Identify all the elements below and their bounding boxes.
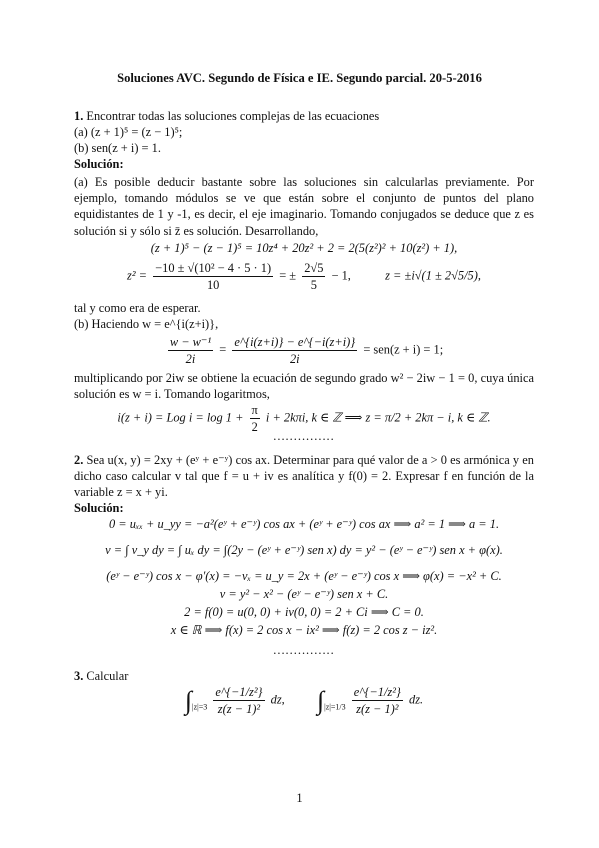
integral-2-sign: ∫ [316,685,325,715]
integral-2-contour: |z|=1/3 [324,702,346,712]
eq3-fraction-1 [168,334,213,367]
problem-2-eq-constant: 2 = f(0) = u(0, 0) + iv(0, 0) = 2 + Ci ⟹ C = 0. [184,605,424,619]
problem-1-para-a: (a) Es posible deducir bastante sobre las soluciones sin calcularlas previamente. Por ejemplo, tomando módulos se ve que están sobre el conjunto de puntos del plano equidistantes de 1 y -1, es decir, el eje imaginario. Tomando conjugados se deduce que z es solución si y sólo si z̄ es solución. Desarrollando, [74,175,534,238]
integral-1-fraction [213,684,264,717]
eq2-fraction-2 [302,260,325,293]
eq2-mid: = ± [279,268,297,283]
problem-2-eq-v: v = y² − x² − (eʸ − e⁻ʸ) sen x + C. [219,587,389,601]
problem-1-number: 1. [74,109,84,123]
integral-2-num: e^{−1/z²} [353,685,401,699]
problem-2-text: Sea u(x, y) = 2xy + (eʸ + e⁻ʸ) cos ax. Determinar para qué valor de a > 0 es armónica y en dicho caso calcular v tal que f = u + iv es analítica y f(0) = 2. Expresar f en función de la variable z = x + yi. [74,453,534,500]
integral-1-contour: |z|=3 [191,702,208,712]
problem-1-solution-heading: Solución: [74,157,124,171]
problem-2-eq-v-integral: v = ∫ v_y dy = ∫ uₓ dy = ∫(2y − (eʸ + e⁻ʸ) sen x) dy = y² − (eʸ − e⁻ʸ) sen x + φ(x). [105,543,503,557]
problem-1-eq-roots [74,260,534,296]
integral-2-tail: dz. [409,692,424,707]
problem-3-statement [74,668,534,684]
problem-2-number: 2. [74,453,84,467]
eq2-lhs: z² = [127,268,148,283]
problem-1-eq-expansion: (z + 1)⁵ − (z − 1)⁵ = 10z⁴ + 20z² + 2 = 2(5(z²)² + 10(z²) + 1), [150,241,458,255]
integral-2-den: z(z − 1)² [356,702,399,716]
problem-1-separator: ............... [273,429,335,443]
eq2-den2: 5 [310,278,317,292]
problem-1-item-b: (b) sen(z + i) = 1. [74,141,161,155]
eq4-den: 2 [251,420,258,434]
problem-1-remark: tal y como era de esperar. [74,301,201,315]
problem-3-text: Calcular [86,669,129,683]
problem-3-number: 3. [74,669,84,683]
integral-1-sign: ∫ [184,685,192,715]
eq3-den1: 2i [185,352,196,366]
eq2-num: −10 ± √(10² − 4 · 5 · 1) [155,261,272,275]
eq3-tail: = sen(z + i) = 1; [363,342,444,357]
eq4-num: π [251,403,258,417]
problem-1-item-a: (a) (z + 1)⁵ = (z − 1)⁵; [74,125,183,139]
problem-2-separator: ............... [273,643,335,657]
eq2-den: 10 [206,278,220,292]
eq2-tail: − 1, [331,268,351,283]
problem-2-statement [74,452,534,501]
problem-1-para-b: (b) Haciendo w = e^{i(z+i)}, [74,317,219,331]
eq3-den2: 2i [289,352,300,366]
problem-1-para-b2: multiplicando por 2iw se obtiene la ecuación de segundo grado w² − 2iw − 1 = 0, cuya única solución es w = i. Tomando logaritmos, [74,371,534,401]
integral-1-den: z(z − 1)² [217,702,261,716]
integral-2-fraction [352,684,403,717]
page-title: Soluciones AVC. Segundo de Física e IE. Segundo parcial. 20-5-2016 [117,71,482,85]
eq2-fraction-1 [153,260,273,293]
problem-1-text: Encontrar todas las soluciones complejas de las ecuaciones [86,109,380,123]
eq2-z-solution: z = ±i√(1 ± 2√5/5), [385,268,481,283]
integral-1-num: e^{−1/z²} [215,685,263,699]
eq3-num2: e^{i(z+i)} − e^{−i(z+i)} [234,335,356,349]
page-number: 1 [296,791,303,805]
eq4-a: i(z + i) = Log i = log 1 + [117,410,244,425]
problem-2-solution-heading: Solución: [74,501,124,515]
problem-1-statement [74,108,534,124]
eq2-num2: 2√5 [304,261,324,275]
problem-1-eq-sine: $\frac{\text{w − w⁻¹}}{2i}$ = $\frac{e\^{}\{i(z+i)\} - e\^{}\{-i(z+i)\}}{2i}$ = sen(z + i) = 1; [169,335,444,366]
problem-2-eq-phi: (eʸ − e⁻ʸ) cos x − φ′(x) = −vₓ = u_y = 2x + (eʸ − e⁻ʸ) cos x ⟹ φ(x) = −x² + C. [106,569,502,583]
eq3-num1: w − w⁻¹ [169,335,212,349]
problem-2-eq-harmonic: 0 = uₓₓ + u_yy = −a²(eʸ + e⁻ʸ) cos ax + (eʸ + e⁻ʸ) cos ax ⟹ a² = 1 ⟹ a = 1. [108,517,500,531]
integral-1-tail: dz, [270,692,285,707]
eq3-fraction-2 [232,334,357,367]
problem-2-eq-f: x ∈ ℝ ⟹ f(x) = 2 cos x − ix² ⟹ f(z) = 2 cos z − iz². [170,623,438,637]
problem-3-integrals [74,684,534,726]
eq4-b: i + 2kπi, k ∈ ℤ ⟹ z = π/2 + 2kπ − i, k ∈ ℤ. [265,410,491,425]
